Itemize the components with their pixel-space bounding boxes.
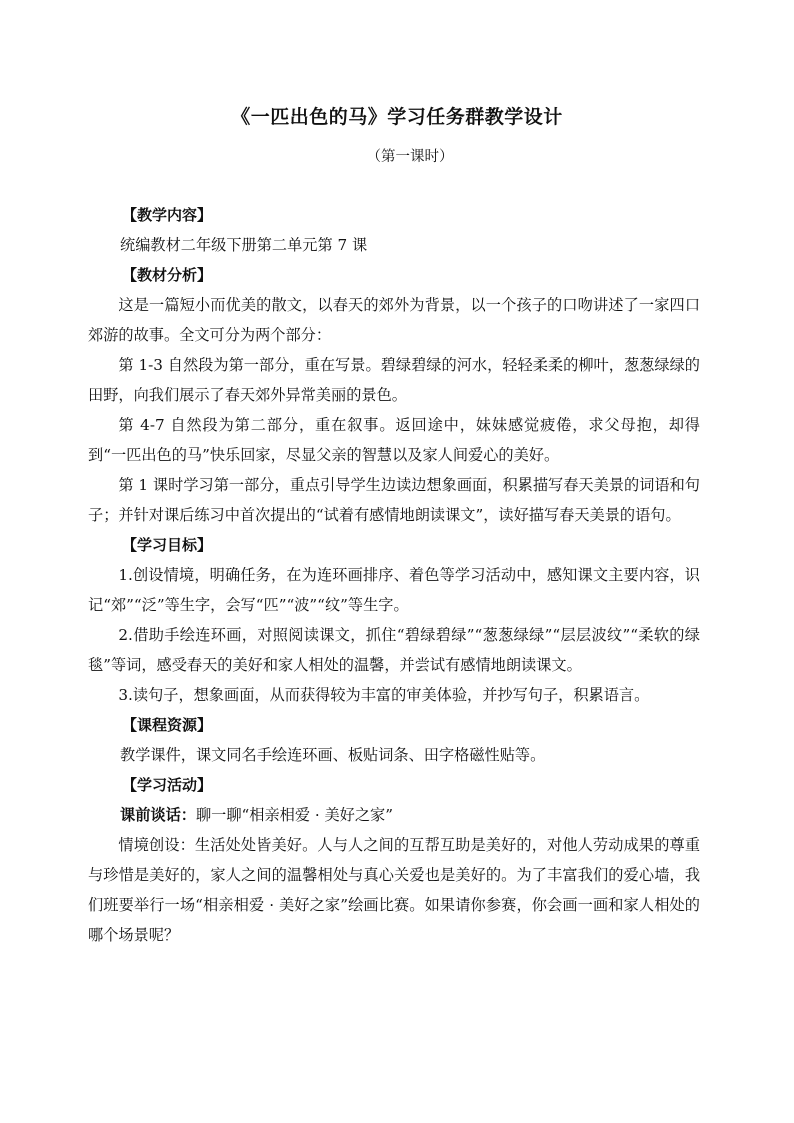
pre-class-label: 课前谈话： [120, 806, 196, 824]
resources-text: 教学课件，课文同名手绘连环画、板贴词条、田字格磁性贴等。 [120, 746, 546, 764]
section-heading-analysis: 【教材分析】 [122, 266, 213, 284]
analysis-paragraph: 第 1-3 自然段为第一部分，重在写景。碧绿碧绿的河水，轻轻柔柔的柳叶，葱葱绿绿的田野，向我们展示了春天郊外异常美丽的景色。 [88, 356, 700, 404]
page-title: 《一匹出色的马》学习任务群教学设计 [231, 106, 563, 128]
analysis-paragraph: 第 1 课时学习第一部分，重点引导学生边读边想象画面，积累描写春天美景的词语和句子；并针对课后练习中首次提出的“试着有感情地朗读课文”，读好描写春天美景的语句。 [88, 476, 700, 524]
analysis-paragraph: 这是一篇短小而优美的散文，以春天的郊外为背景，以一个孩子的口吻讲述了一家四口郊游的故事。全文可分为两个部分： [88, 296, 700, 344]
content-text: 统编教材二年级下册第二单元第 7 课 [120, 236, 368, 254]
pre-class-talk [120, 800, 700, 830]
pre-class-text: 聊一聊“相亲相爱 · 美好之家” [195, 806, 394, 824]
page-subtitle: （第一课时） [366, 149, 454, 165]
section-heading-goals: 【学习目标】 [122, 536, 213, 554]
section-heading-resources: 【课程资源】 [122, 716, 213, 734]
activity-paragraph: 情境创设：生活处处皆美好。人与人之间的互帮互助是美好的，对他人劳动成果的尊重与珍惜是美好的，家人之间的温馨相处与真心关爱也是美好的。为了丰富我们的爱心墙，我们班要举行一场“相亲相爱 · 美好之家”绘画比赛。如果请你参赛，你会画一画和家人相处的哪个场景呢？ [88, 836, 700, 944]
goal-item: 2.借助手绘连环画，对照阅读课文，抓住“碧绿碧绿”“葱葱绿绿”“层层波纹”“柔软的绿毯”等词，感受春天的美好和家人相处的温馨，并尝试有感情地朗读课文。 [88, 626, 700, 674]
section-heading-activities: 【学习活动】 [122, 776, 213, 794]
goal-item: 3.读句子，想象画面，从而获得较为丰富的审美体验，并抄写句子，积累语言。 [118, 686, 650, 704]
document-body [88, 200, 700, 950]
analysis-paragraph: 第 4-7 自然段为第二部分，重在叙事。返回途中，妹妹感觉疲倦，求父母抱，却得到“一匹出色的马”快乐回家，尽显父亲的智慧以及家人间爱心的美好。 [88, 416, 700, 464]
section-heading-content: 【教学内容】 [122, 206, 213, 224]
goal-item: 1.创设情境，明确任务，在为连环画排序、着色等学习活动中，感知课文主要内容，识记“郊”“泛”等生字，会写“匹”“波”“纹”等生字。 [88, 566, 700, 614]
